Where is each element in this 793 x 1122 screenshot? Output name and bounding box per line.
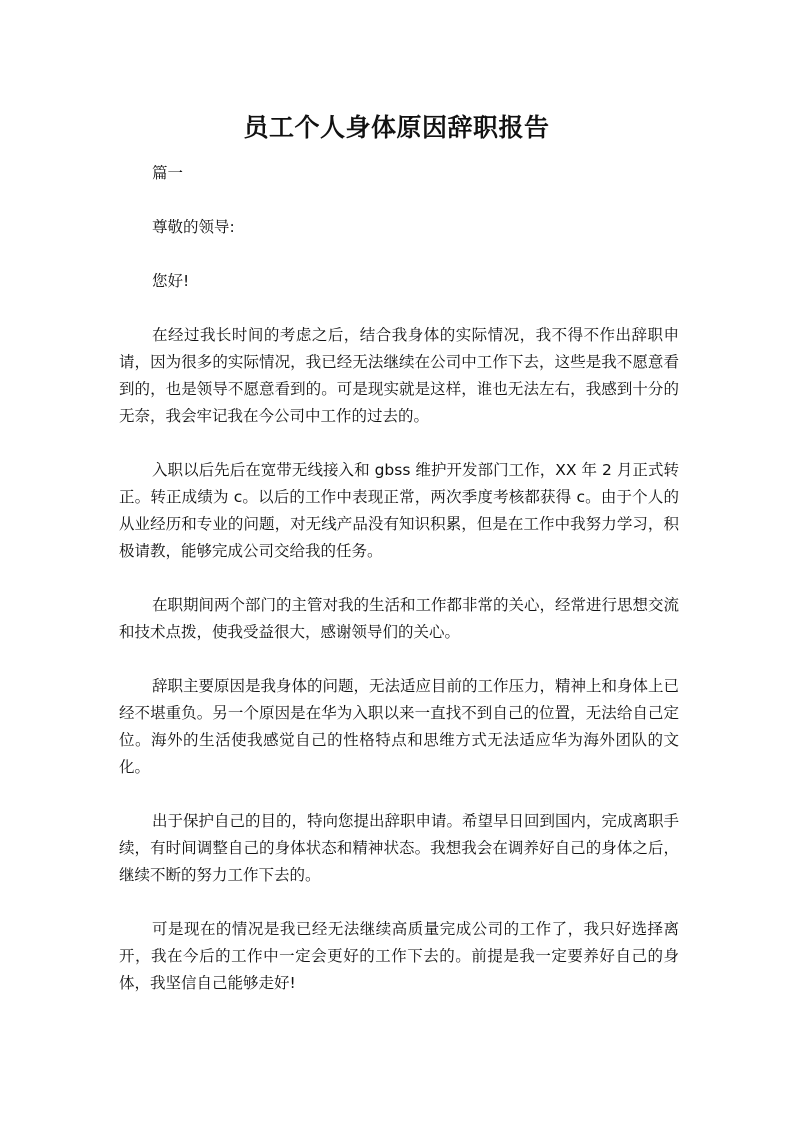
body-paragraph: 可是现在的情况是我已经无法继续高质量完成公司的工作了，我只好选择离开，我在今后的工作中一定会更好的工作下去的。前提是我一定要养好自己的身体，我坚信自己能够走好!: [119, 920, 679, 992]
document-title: 员工个人身体原因辞职报告: [243, 113, 550, 142]
body-paragraph: 入职以后先后在宽带无线接入和 gbss 维护开发部门工作，XX 年 2 月正式转正。转正成绩为 c。以后的工作中表现正常，两次季度考核都获得 c。由于个人的从业经历和专业的问题，对无线产品没有知识积累，但是在工作中我努力学习，积极请教，能够完成公司交给我的任务。: [119, 461, 679, 560]
greeting: 您好!: [152, 272, 190, 290]
salutation: 尊敬的领导:: [152, 218, 235, 236]
body-paragraph: 在经过我长时间的考虑之后，结合我身体的实际情况，我不得不作出辞职申请，因为很多的实际情况，我已经无法继续在公司中工作下去，这些是我不愿意看到的，也是领导不愿意看到的。可是现实就是这样，谁也无法左右，我感到十分的无奈，我会牢记我在今公司中工作的过去的。: [119, 326, 679, 425]
section-label: 篇一: [152, 164, 184, 182]
body-paragraph: 辞职主要原因是我身体的问题，无法适应目前的工作压力，精神上和身体上已经不堪重负。另一个原因是在华为入职以来一直找不到自己的位置，无法给自己定位。海外的生活使我感觉自己的性格特点和思维方式无法适应华为海外团队的文化。: [119, 677, 680, 776]
body-paragraph: 出于保护自己的目的，特向您提出辞职申请。希望早日回到国内，完成离职手续，有时间调整自己的身体状态和精神状态。我想我会在调养好自己的身体之后，继续不断的努力工作下去的。: [119, 812, 680, 884]
body-paragraph: 在职期间两个部门的主管对我的生活和工作都非常的关心，经常进行思想交流和技术点拨，使我受益很大，感谢领导们的关心。: [119, 596, 680, 641]
document-body: [119, 160, 679, 1024]
